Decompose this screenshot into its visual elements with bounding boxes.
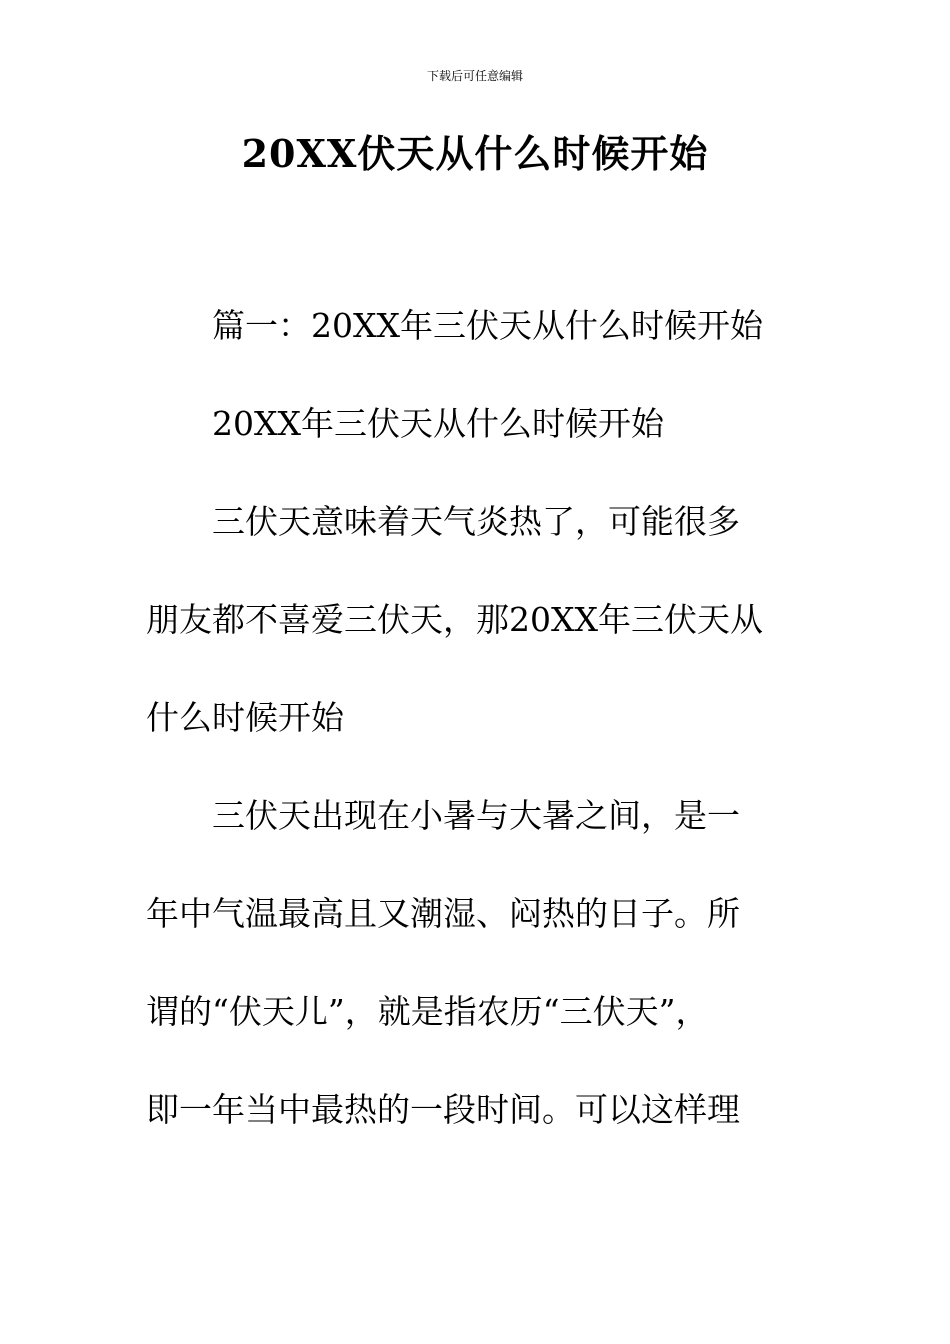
paragraph-description	[146, 792, 806, 1134]
header-note: 下载后可任意编辑	[426, 69, 523, 83]
paragraph-subheading: 20XX年三伏天从什么时候开始	[212, 404, 664, 443]
paragraph-line: 朋友都不喜爱三伏天，那20XX年三伏天从	[146, 600, 763, 639]
document-body	[146, 302, 806, 1184]
paragraph-line: 三伏天意味着天气炎热了，可能很多	[212, 502, 740, 541]
paragraph-intro	[146, 498, 806, 742]
paragraph-line: 三伏天出现在小暑与大暑之间，是一	[212, 796, 740, 835]
document-title: 20XX伏天从什么时候开始	[241, 131, 709, 176]
paragraph-heading: 篇一：20XX年三伏天从什么时候开始	[212, 306, 763, 345]
paragraph-line: 什么时候开始	[146, 698, 344, 737]
paragraph-line: 即一年当中最热的一段时间。可以这样理	[146, 1090, 740, 1129]
paragraph-line: 年中气温最高且又潮湿、闷热的日子。所	[146, 894, 740, 933]
paragraph-line: 谓的“伏天儿”，就是指农历“三伏天”，	[146, 992, 709, 1031]
